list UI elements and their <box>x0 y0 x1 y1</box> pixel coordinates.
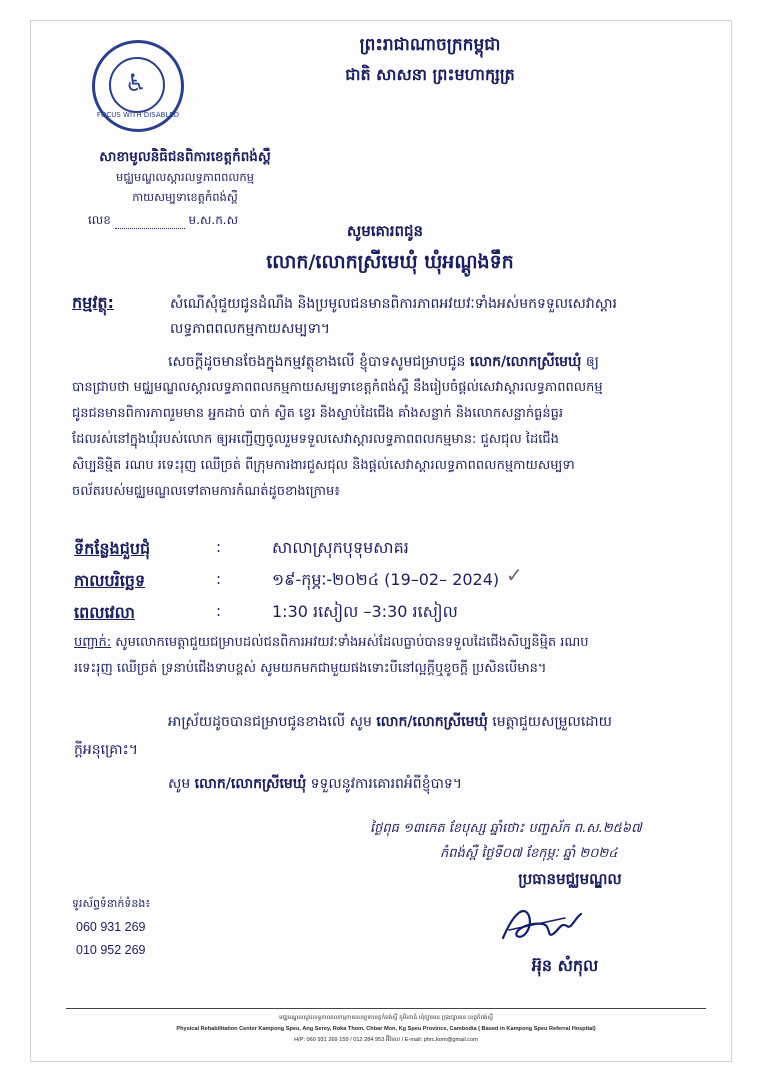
org-name: សាខាមូលនិធិជនពិការខេត្តកំពង់ស្ពឺ <box>99 149 271 165</box>
note-label: បញ្ជាក់: <box>74 635 112 650</box>
reference-handwritten <box>115 213 185 229</box>
reference-number <box>88 212 238 230</box>
seal-lettering: FOCUS WITH DISABLED <box>96 111 180 119</box>
reference-prefix: លេខ <box>88 213 111 227</box>
subject-label: កម្មវត្ថុ: <box>72 293 114 312</box>
signatory-name: អ៊ុន សំកុល <box>531 956 599 975</box>
handwritten-signature <box>495 900 585 950</box>
contact-label: ទូរស័ព្ទទំនាក់ទំនង៖ <box>72 897 151 910</box>
body-line-1-recipient: លោក/លោកស្រីមេឃុំ <box>469 354 582 370</box>
body-line-6: ចល័តរបស់មជ្ឈមណ្ឌលទៅតាមការកំណត់ដូចខាងក្រោម៖ <box>72 484 340 499</box>
contact-phone-2: 010 952 269 <box>76 943 146 957</box>
greeting: សូមគោរពជូន <box>346 222 424 240</box>
location-value: សាលាស្រុកបុទុមសាគរ <box>272 538 409 557</box>
note-line-1 <box>74 631 714 655</box>
body-line-2: បានជ្រាបថា មជ្ឈមណ្ឌលស្តារលទ្ធភាពពលកម្មកាយសម្បទាខេត្តកំពង់ស្ពឺ នឹងរៀបចំផ្តល់សេវាស្តារលទ្ធភាពពលកម្ម <box>72 380 603 395</box>
closing-line-1 <box>168 710 713 734</box>
subject-line-2: លទ្ធភាពពលកម្មកាយសម្បទា។ <box>170 321 331 337</box>
salutation <box>168 772 713 796</box>
reference-suffix: ម.ស.ក.ស <box>188 213 239 227</box>
recipient-name: លោក/លោកស្រីមេឃុំ ឃុំអណ្តូងទឹក <box>266 251 514 273</box>
date-value: ១៩-កុម្ភៈ-២០២៤ (19–02– 2024) <box>272 570 500 589</box>
wheelchair-icon: ♿ <box>125 69 147 97</box>
salutation-end: ទទួលនូវការគោរពអំពីខ្ញុំបាទ។ <box>310 776 463 792</box>
location-label: ទីកន្លែងជួបជុំ <box>74 539 151 558</box>
body-line-4: ដែលរស់នៅក្នុងឃុំរបស់លោក ឲ្យអញ្ជើញចូលរួមទទួលសេវាស្តារលទ្ធភាពពលកម្មមាន: ជួសជុល ដៃជើង <box>72 432 559 447</box>
time-label: ពេលវេលា <box>74 603 135 622</box>
body-line-1-end: ឲ្យ <box>585 354 599 370</box>
date-label: កាលបរិច្ឆេទ <box>74 571 146 590</box>
closing-line-2: ក្តីអនុគ្រោះ។ <box>74 742 138 758</box>
org-subname-1: មជ្ឈមណ្ឌលស្តារលទ្ធភាពពលកម្ម <box>116 170 254 184</box>
closing-line-1-end: មេត្តាជួយសម្រួលដោយ <box>492 714 612 730</box>
subject-line-1: សំណើសុំជួយជូនដំណឹង និងប្រមូលជនមានពិការភាពអវយវៈទាំងអស់មកទទួលសេវាស្តារ <box>170 296 617 312</box>
lunar-date: ថ្ងៃពុធ ១៣កេត ខែបុស្ស ឆ្នាំថោះ បញ្ចស័ក ព.ស.២៥៦៧ <box>370 821 642 836</box>
salutation-recipient: លោក/លោកស្រីមេឃុំ <box>194 776 307 792</box>
note-line-2: រទេះរុញ ឈើច្រត់ ទ្រនាប់ជើងទាបខ្ពស់ សូមយកមកជាមួយផងទោះបីនៅល្អក្តីឬខូចក្តី ប្រសិនបើមាន។ <box>74 661 547 676</box>
body-line-5: សិប្បនិម្មិត រណប រទេះរុញ ឈើច្រត់ ពីក្រុមការងារជួសជុល និងផ្តល់សេវាស្តារលទ្ធភាពពលកម្មកាយសម្បទា <box>72 458 575 473</box>
body-line-1 <box>168 350 713 374</box>
footer-line-contact: H/P: 060 931 269 159 / 012 284 953 អ៊ីមែល / E-mail: phrc.kom@gmail.com <box>294 1037 478 1043</box>
signatory-title: ប្រធានមជ្ឈមណ្ឌល <box>518 870 622 888</box>
date-colon: : <box>216 570 222 588</box>
footer-line-english: Physical Rehabilitation Center Kampong Speu, Ang Serey, Roka Thom, Chbar Mon, Kg Speu Province, Cambodia ( Based in Kampong Speu Referral Hospital) <box>176 1026 596 1032</box>
kingdom-header: ព្រះរាជាណាចក្រកម្ពុជា <box>359 35 501 55</box>
body-line-1-text: សេចក្តីដូចមានចែងក្នុងកម្មវត្ថុខាងលើ ខ្ញុំបាទសូមជម្រាបជូន <box>168 354 466 370</box>
motto-header: ជាតិ សាសនា ព្រះមហាក្សត្រ <box>345 65 515 84</box>
location-colon: : <box>216 538 222 556</box>
organization-seal <box>92 40 184 132</box>
time-value: 1:30 រសៀល –3:30 រសៀល <box>272 602 458 621</box>
note-line-1-text: សូមលោកមេត្តាជួយជម្រាបដល់ជនពិការអវយវៈទាំងអស់ដែលធ្លាប់បានទទួលដៃជើងសិប្បនិម្មិត រណប <box>115 635 589 650</box>
footer <box>66 1013 706 1046</box>
time-colon: : <box>216 602 222 620</box>
closing-recipient: លោក/លោកស្រីមេឃុំ <box>376 714 488 730</box>
footer-divider <box>66 1008 706 1009</box>
salutation-prefix: សូម <box>168 776 191 792</box>
contact-phone-1: 060 931 269 <box>76 920 146 934</box>
org-subname-2: កាយសម្បទាខេត្តកំពង់ស្ពឺ <box>132 190 238 204</box>
checkmark-icon: ✓ <box>506 563 523 587</box>
body-line-3: ជូនជនមានពិការភាពរួមមាន អ្នកដាច់ បាក់ ស្វិត ខ្វេរ និងស្លាប់ដៃជើង គាំងសន្លាក់ និងលោកសន្លាក់ធ្ងន់ធ្ងរ <box>72 406 564 421</box>
closing-line-1-text: អាស្រ័យដូចបានជម្រាបជូនខាងលើ សូម <box>168 714 372 730</box>
footer-line-khmer: មជ្ឈមណ្ឌលស្តារលទ្ធភាពពលកម្មកាយសម្បទាខេត្តកំពង់ស្ពឺ ភូមិរកាធំ ឃុំច្បារមន ក្រុងច្បារមន ខេត្តកំពង់ស្ពឺ <box>279 1015 493 1021</box>
solar-date: កំពង់ស្ពឺ ថ្ងៃទី០៧ ខែកុម្ភៈ ឆ្នាំ ២០២៤ <box>440 846 618 861</box>
